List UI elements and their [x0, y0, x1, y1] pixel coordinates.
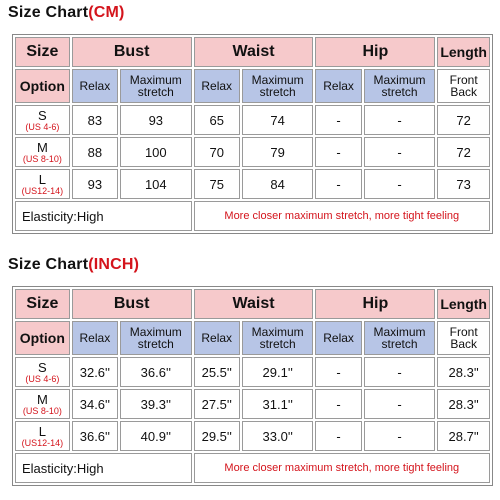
bust-relax: 88 — [72, 137, 118, 167]
waist-relax: 70 — [194, 137, 240, 167]
waist-max: 33.0'' — [242, 421, 314, 451]
unit-label: (CM) — [88, 4, 125, 21]
hip-max: - — [364, 137, 436, 167]
waist-max: 31.1'' — [242, 389, 314, 419]
bust-max: 39.3'' — [120, 389, 192, 419]
length: 28.3'' — [437, 357, 490, 387]
hip-relax: - — [315, 105, 361, 135]
subheader-max-stretch: Maximum stretch — [364, 321, 436, 355]
bust-relax: 36.6'' — [72, 421, 118, 451]
subheader-relax: Relax — [194, 69, 240, 103]
bust-relax: 34.6'' — [72, 389, 118, 419]
header-option: Option — [15, 321, 70, 355]
length: 28.3'' — [437, 389, 490, 419]
header-option: Option — [15, 69, 70, 103]
header-size: Size — [15, 37, 70, 67]
size-cell: M (US 8-10) — [15, 389, 70, 419]
header-size: Size — [15, 289, 70, 319]
subheader-relax: Relax — [72, 321, 118, 355]
subheader-relax: Relax — [72, 69, 118, 103]
bust-relax: 83 — [72, 105, 118, 135]
subheader-relax: Relax — [315, 69, 361, 103]
header-bust: Bust — [72, 289, 192, 319]
header-length: Length — [437, 289, 490, 319]
bust-max: 36.6'' — [120, 357, 192, 387]
header-waist: Waist — [194, 289, 314, 319]
waist-max: 79 — [242, 137, 314, 167]
table-row — [15, 357, 490, 387]
size-cell: L (US12-14) — [15, 169, 70, 199]
elasticity-label: Elasticity:High — [15, 453, 192, 483]
subheader-max-stretch: Maximum stretch — [242, 69, 314, 103]
size-cell: S (US 4-6) — [15, 105, 70, 135]
bust-max: 100 — [120, 137, 192, 167]
hip-relax: - — [315, 137, 361, 167]
subheader-max-stretch: Maximum stretch — [120, 321, 192, 355]
subheader-relax: Relax — [194, 321, 240, 355]
size-chart-cm-title — [8, 4, 125, 22]
length: 72 — [437, 105, 490, 135]
hip-max: - — [364, 357, 436, 387]
subheader-max-stretch: Maximum stretch — [364, 69, 436, 103]
header-waist: Waist — [194, 37, 314, 67]
bust-relax: 93 — [72, 169, 118, 199]
table-row — [15, 105, 490, 135]
hip-relax: - — [315, 169, 361, 199]
size-cell: M (US 8-10) — [15, 137, 70, 167]
hip-max: - — [364, 105, 436, 135]
title-text: Size Chart — [8, 4, 89, 21]
length: 28.7'' — [437, 421, 490, 451]
unit-label: (INCH) — [88, 256, 140, 273]
header-length: Length — [437, 37, 490, 67]
elasticity-label: Elasticity:High — [15, 201, 192, 231]
waist-max: 74 — [242, 105, 314, 135]
size-cell: L (US12-14) — [15, 421, 70, 451]
size-table-inch — [12, 286, 493, 486]
length: 72 — [437, 137, 490, 167]
subheader-front-back: Front Back — [437, 69, 490, 103]
hip-max: - — [364, 169, 436, 199]
header-hip: Hip — [315, 37, 435, 67]
waist-max: 29.1'' — [242, 357, 314, 387]
table-row — [15, 421, 490, 451]
waist-relax: 27.5'' — [194, 389, 240, 419]
stretch-note: More closer maximum stretch, more tight feeling — [194, 453, 490, 483]
header-hip: Hip — [315, 289, 435, 319]
waist-relax: 65 — [194, 105, 240, 135]
table-row — [15, 137, 490, 167]
header-bust: Bust — [72, 37, 192, 67]
bust-relax: 32.6'' — [72, 357, 118, 387]
waist-relax: 29.5'' — [194, 421, 240, 451]
size-chart-inch-title — [8, 256, 139, 274]
waist-relax: 25.5'' — [194, 357, 240, 387]
table-row — [15, 169, 490, 199]
size-cell: S (US 4-6) — [15, 357, 70, 387]
subheader-relax: Relax — [315, 321, 361, 355]
hip-relax: - — [315, 389, 361, 419]
title-text: Size Chart — [8, 256, 89, 273]
bust-max: 104 — [120, 169, 192, 199]
hip-relax: - — [315, 357, 361, 387]
waist-relax: 75 — [194, 169, 240, 199]
hip-max: - — [364, 421, 436, 451]
hip-max: - — [364, 389, 436, 419]
size-table-cm — [12, 34, 493, 234]
bust-max: 40.9'' — [120, 421, 192, 451]
stretch-note: More closer maximum stretch, more tight feeling — [194, 201, 490, 231]
hip-relax: - — [315, 421, 361, 451]
subheader-max-stretch: Maximum stretch — [120, 69, 192, 103]
bust-max: 93 — [120, 105, 192, 135]
subheader-max-stretch: Maximum stretch — [242, 321, 314, 355]
table-row — [15, 389, 490, 419]
waist-max: 84 — [242, 169, 314, 199]
length: 73 — [437, 169, 490, 199]
subheader-front-back: Front Back — [437, 321, 490, 355]
